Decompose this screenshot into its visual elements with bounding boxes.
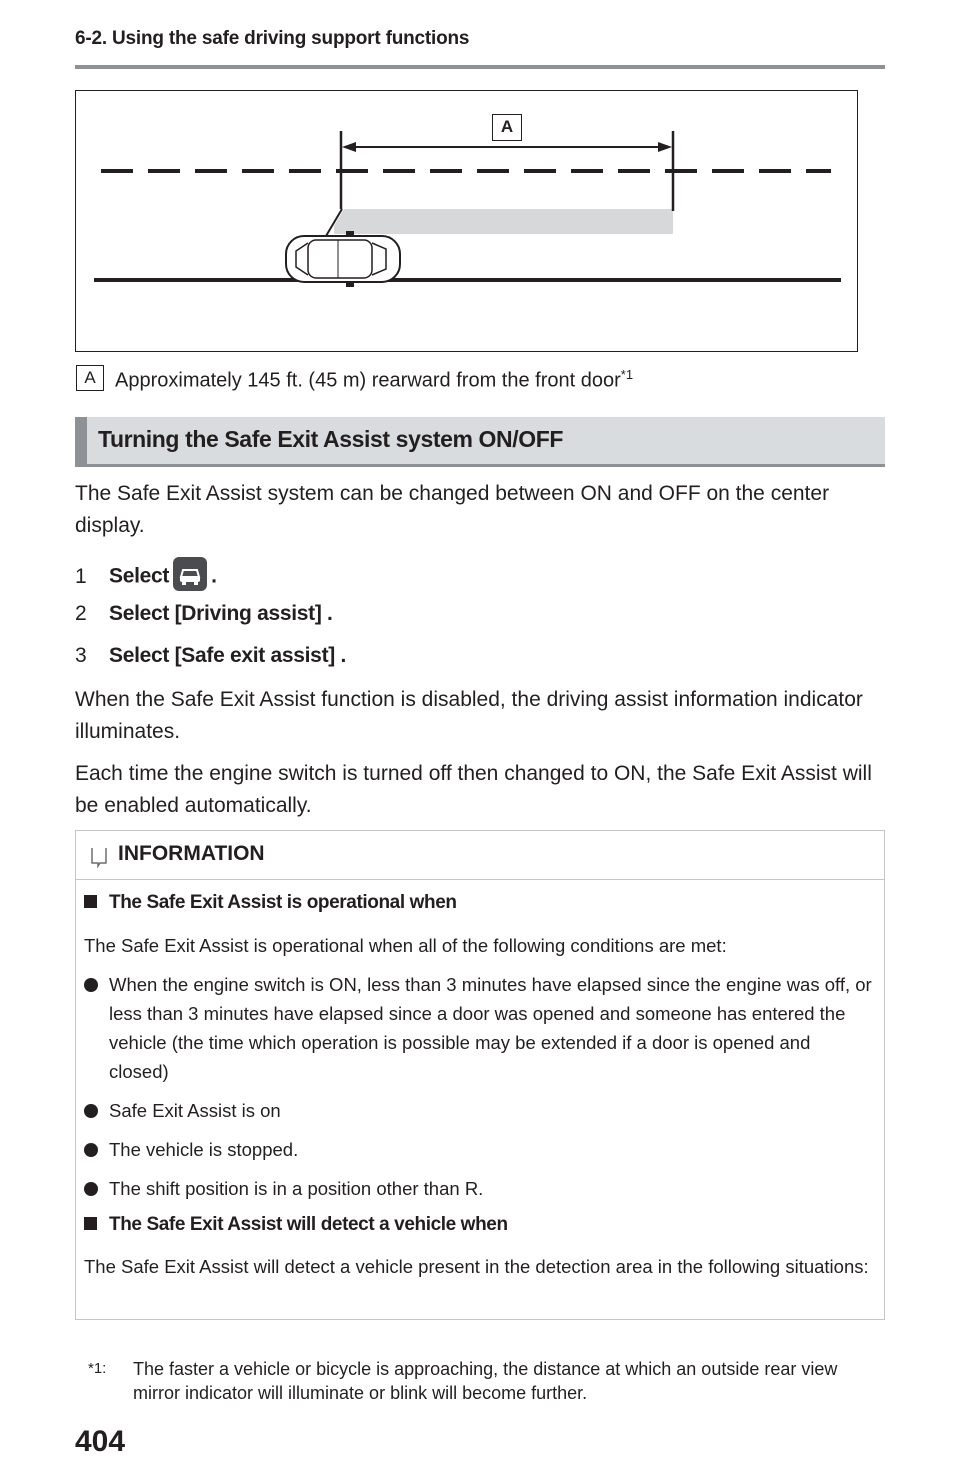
bullet-item <box>84 1174 874 1203</box>
subheading-text: The Safe Exit Assist is operational when <box>109 892 457 913</box>
figure-callout-label: A <box>492 114 522 141</box>
caption-text: Approximately 145 ft. (45 m) rearward from the front door <box>115 369 621 392</box>
operational-intro: The Safe Exit Assist is operational when all of the following conditions are met: <box>84 935 727 956</box>
step-number: 2 <box>75 602 87 625</box>
page-number: 404 <box>75 1425 126 1458</box>
arrow-left-head <box>342 142 356 152</box>
bullet-dot-icon <box>84 978 98 992</box>
figure-caption <box>115 367 633 393</box>
section-heading: 6-2. Using the safe driving support functions <box>75 28 470 49</box>
step-number: 3 <box>75 644 87 667</box>
information-divider <box>76 879 884 880</box>
car-icon <box>286 231 400 287</box>
paragraph-auto-enable-note: Each time the engine switch is turned off then changed to ON, the Safe Exit Assist will be enabled automatically. <box>75 762 872 817</box>
bullet-dot-icon <box>84 1182 98 1196</box>
bullet-item <box>84 1135 874 1164</box>
subheading-detect <box>84 1214 508 1236</box>
caption-footnote-ref: *1 <box>620 367 634 382</box>
bullet-item <box>84 1096 874 1125</box>
information-title: INFORMATION <box>118 842 265 865</box>
step-1 <box>75 560 217 594</box>
detect-intro: The Safe Exit Assist will detect a vehicle present in the detection area in the following situations: <box>84 1256 869 1277</box>
square-bullet-icon <box>84 895 97 908</box>
car-settings-icon <box>173 557 207 591</box>
step-text: Select [Driving assist] . <box>109 602 333 625</box>
square-bullet-icon <box>84 1217 97 1230</box>
step-text: Select <box>109 564 170 588</box>
banner-title: Turning the Safe Exit Assist system ON/OFF <box>98 426 564 452</box>
intro-paragraph: The Safe Exit Assist system can be changed between ON and OFF on the center display. <box>75 482 830 537</box>
bullet-dot-icon <box>84 1143 98 1157</box>
bullet-text: When the engine switch is ON, less than 3 minutes have elapsed since the engine was off, or less than 3 minutes have elapsed since a door was opened and someone has entered the vehicle (the time which operation is possible may be extended if a door is opened and closed) <box>109 974 872 1082</box>
subheading-operational <box>84 892 457 914</box>
paragraph-disabled-note: When the Safe Exit Assist function is disabled, the driving assist information indicator illuminates. <box>75 688 863 743</box>
bullet-text: Safe Exit Assist is on <box>109 1100 281 1121</box>
step-number: 1 <box>75 564 87 588</box>
road-diagram <box>76 91 856 350</box>
bullet-dot-icon <box>84 1104 98 1118</box>
bullet-item <box>84 970 874 1086</box>
step-2 <box>75 602 333 626</box>
step-text-end: . <box>211 564 217 588</box>
book-icon <box>88 845 110 874</box>
footnote-text: The faster a vehicle or bicycle is approaching, the distance at which an outside rear view mirror indicator will illuminate or blink will become further. <box>133 1359 838 1403</box>
step-3 <box>75 644 346 668</box>
detection-area <box>334 209 673 234</box>
bullet-text: The shift position is in a position other than R. <box>109 1178 484 1199</box>
bullet-text: The vehicle is stopped. <box>109 1139 299 1160</box>
arrow-right-head <box>658 142 672 152</box>
caption-label: A <box>76 365 104 391</box>
detection-area-figure <box>75 90 858 352</box>
header-rule <box>75 65 885 69</box>
footnote <box>88 1357 878 1405</box>
footnote-mark: *1: <box>88 1360 107 1377</box>
step-text: Select [Safe exit assist] . <box>109 644 347 667</box>
subheading-text: The Safe Exit Assist will detect a vehicle when <box>109 1214 508 1235</box>
